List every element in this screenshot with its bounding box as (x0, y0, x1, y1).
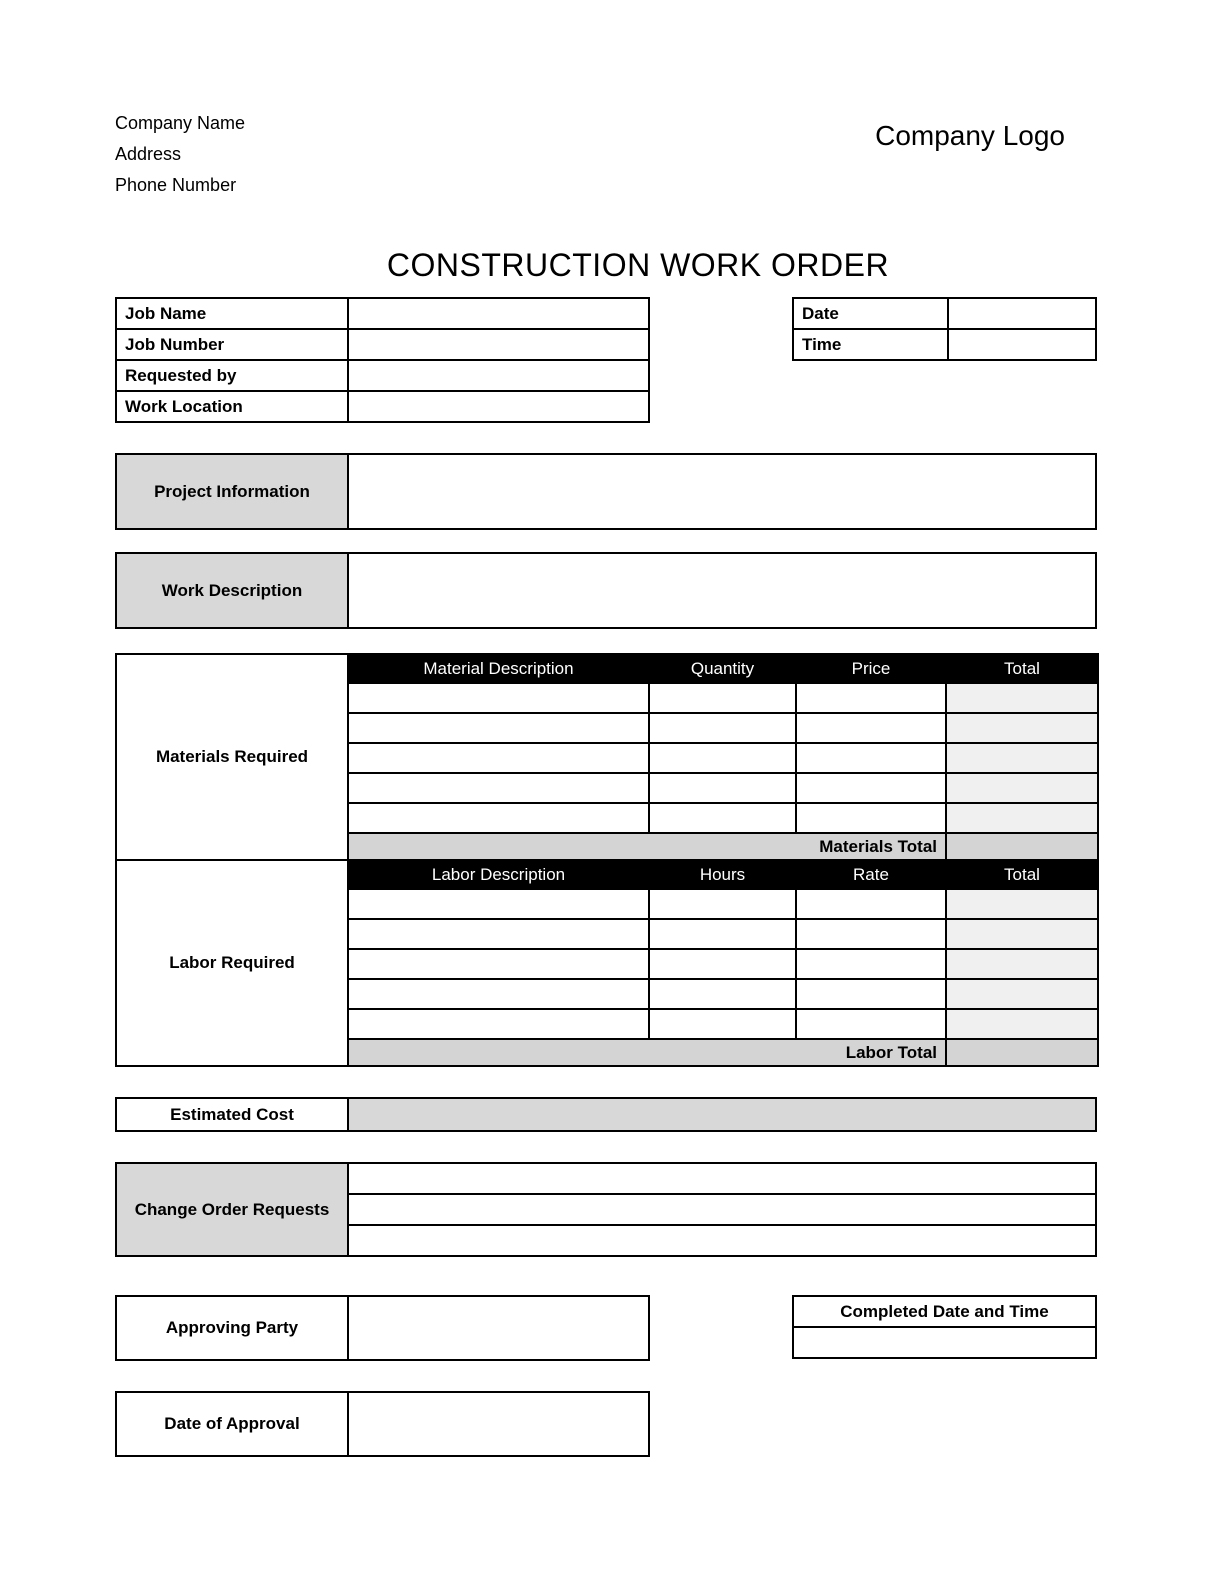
labor-total-header: Total (946, 860, 1098, 889)
material-price-field[interactable] (796, 683, 946, 713)
project-information-label: Project Information (116, 454, 348, 529)
table-row (116, 360, 649, 391)
top-tables-row (115, 297, 1097, 423)
material-description-header: Material Description (348, 654, 649, 683)
labor-total-field[interactable] (946, 889, 1098, 919)
material-total-header: Total (946, 654, 1098, 683)
job-number-label: Job Number (116, 329, 348, 360)
labor-description-field[interactable] (348, 889, 649, 919)
labor-rate-field[interactable] (796, 979, 946, 1009)
material-quantity-header: Quantity (649, 654, 796, 683)
labor-rate-field[interactable] (796, 1009, 946, 1039)
table-row (793, 329, 1096, 360)
labor-rate-field[interactable] (796, 949, 946, 979)
date-of-approval-table (115, 1391, 650, 1457)
form-title: CONSTRUCTION WORK ORDER (386, 247, 890, 283)
material-price-field[interactable] (796, 713, 946, 743)
company-address-text: Address (115, 144, 182, 164)
labor-description-field[interactable] (348, 919, 649, 949)
date-time-table (792, 297, 1097, 361)
change-order-table (115, 1162, 1097, 1257)
change-order-field[interactable] (348, 1194, 1096, 1225)
labor-total-field[interactable] (946, 979, 1098, 1009)
work-location-field[interactable] (348, 391, 649, 422)
material-quantity-field[interactable] (649, 803, 796, 833)
project-information-table (115, 453, 1097, 530)
work-description-field[interactable] (348, 553, 1096, 628)
job-name-field[interactable] (348, 298, 649, 329)
completed-date-time-label: Completed Date and Time (793, 1296, 1096, 1327)
labor-total-field[interactable] (946, 949, 1098, 979)
labor-total-field[interactable] (946, 1009, 1098, 1039)
labor-hours-field[interactable] (649, 919, 796, 949)
table-row (116, 329, 649, 360)
materials-header-row (116, 654, 1098, 683)
material-description-field[interactable] (348, 743, 649, 773)
company-phone-text: Phone Number (115, 175, 237, 195)
completed-date-time-field[interactable] (793, 1327, 1096, 1358)
table-row (793, 1296, 1096, 1327)
table-row (116, 391, 649, 422)
labor-hours-field[interactable] (649, 949, 796, 979)
labor-description-field[interactable] (348, 949, 649, 979)
company-info-block (115, 108, 245, 201)
job-number-field[interactable] (348, 329, 649, 360)
date-field[interactable] (948, 298, 1096, 329)
requested-by-field[interactable] (348, 360, 649, 391)
completed-date-time-table (792, 1295, 1097, 1359)
material-total-field[interactable] (946, 713, 1098, 743)
date-of-approval-field[interactable] (348, 1392, 649, 1456)
date-of-approval-label: Date of Approval (116, 1392, 348, 1456)
labor-rate-field[interactable] (796, 889, 946, 919)
time-label: Time (793, 329, 948, 360)
estimated-cost-label: Estimated Cost (116, 1098, 348, 1131)
table-row (116, 454, 1096, 529)
labor-rate-field[interactable] (796, 919, 946, 949)
material-price-field[interactable] (796, 803, 946, 833)
bottom-tables-row (115, 1295, 1097, 1361)
table-row (793, 298, 1096, 329)
table-row (116, 1392, 649, 1456)
labor-hours-field[interactable] (649, 889, 796, 919)
table-row (116, 1098, 1096, 1131)
change-order-field[interactable] (348, 1225, 1096, 1256)
material-description-field[interactable] (348, 713, 649, 743)
estimated-cost-field[interactable] (348, 1098, 1096, 1131)
labor-total-label: Labor Total (348, 1039, 946, 1066)
job-info-table (115, 297, 650, 423)
requested-by-label: Requested by (116, 360, 348, 391)
materials-total-label: Materials Total (348, 833, 946, 860)
material-description-field[interactable] (348, 683, 649, 713)
company-logo-placeholder: Company Logo (875, 120, 1065, 151)
material-description-field[interactable] (348, 803, 649, 833)
labor-hours-field[interactable] (649, 979, 796, 1009)
approving-party-label: Approving Party (116, 1296, 348, 1360)
table-row (116, 1163, 1096, 1194)
material-total-field[interactable] (946, 683, 1098, 713)
material-total-field[interactable] (946, 743, 1098, 773)
date-label: Date (793, 298, 948, 329)
time-field[interactable] (948, 329, 1096, 360)
material-total-field[interactable] (946, 803, 1098, 833)
material-quantity-field[interactable] (649, 713, 796, 743)
change-order-label: Change Order Requests (116, 1163, 348, 1256)
labor-hours-header: Hours (649, 860, 796, 889)
material-quantity-field[interactable] (649, 743, 796, 773)
estimated-cost-table (115, 1097, 1097, 1132)
labor-rate-header: Rate (796, 860, 946, 889)
labor-section-label: Labor Required (116, 860, 348, 1066)
table-row (116, 553, 1096, 628)
labor-description-field[interactable] (348, 1009, 649, 1039)
material-price-field[interactable] (796, 773, 946, 803)
labor-hours-field[interactable] (649, 1009, 796, 1039)
labor-description-header: Labor Description (348, 860, 649, 889)
materials-total-field[interactable] (946, 833, 1098, 860)
labor-total-field[interactable] (946, 1039, 1098, 1066)
approving-party-table (115, 1295, 650, 1361)
material-total-field[interactable] (946, 773, 1098, 803)
table-row (116, 1296, 649, 1360)
company-name-text: Company Name (115, 113, 246, 133)
change-order-field[interactable] (348, 1163, 1096, 1194)
work-description-table (115, 552, 1097, 629)
work-description-label: Work Description (116, 553, 348, 628)
project-information-field[interactable] (348, 454, 1096, 529)
material-quantity-field[interactable] (649, 773, 796, 803)
work-location-label: Work Location (116, 391, 348, 422)
table-row (793, 1327, 1096, 1358)
document-header (115, 108, 1097, 201)
material-description-field[interactable] (348, 773, 649, 803)
material-price-header: Price (796, 654, 946, 683)
approving-party-field[interactable] (348, 1296, 649, 1360)
material-price-field[interactable] (796, 743, 946, 773)
materials-section-label: Materials Required (116, 654, 348, 860)
table-row (116, 298, 649, 329)
labor-description-field[interactable] (348, 979, 649, 1009)
labor-total-field[interactable] (946, 919, 1098, 949)
material-quantity-field[interactable] (649, 683, 796, 713)
labor-header-row (116, 860, 1098, 889)
materials-labor-table (115, 653, 1099, 1067)
job-name-label: Job Name (116, 298, 348, 329)
